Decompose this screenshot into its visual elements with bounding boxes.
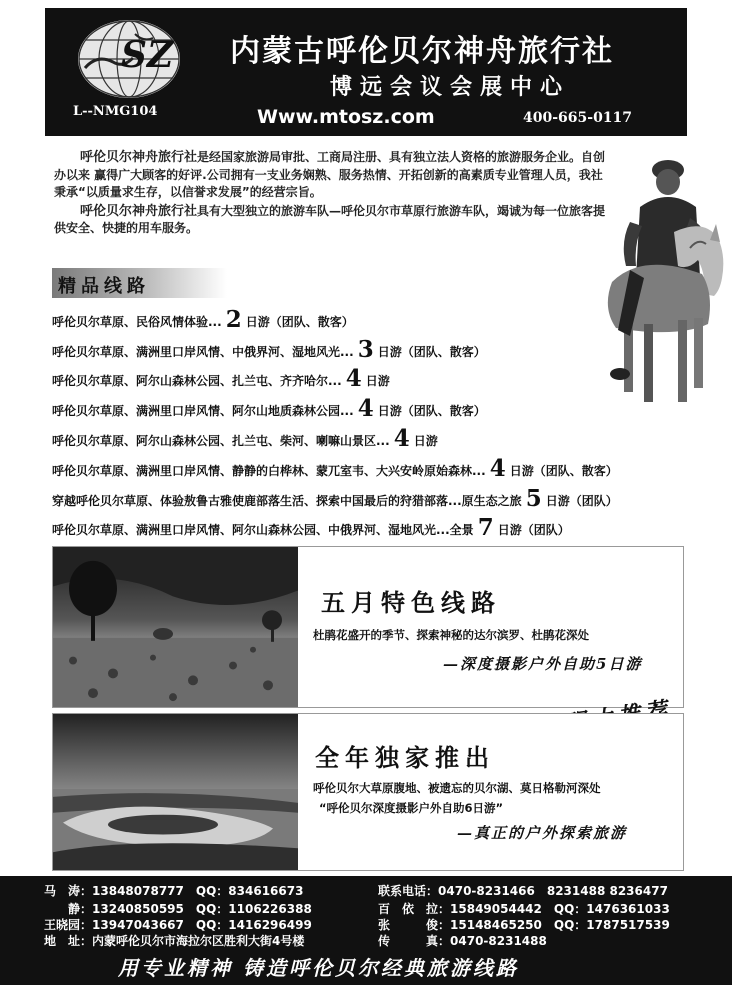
may-feature-title: 五月特色线路 (321, 588, 501, 617)
route-days: 4 (345, 365, 362, 393)
fax-row: 传 真：0470-8231488 (378, 934, 547, 948)
header-banner (45, 8, 687, 136)
section-title: 精品线路 (58, 276, 150, 297)
route-days: 4 (357, 395, 374, 423)
address-row: 地 址：内蒙呼伦贝尔市海拉尔区胜利大街4号楼 (44, 934, 305, 948)
contact-row-5: 张 俊：15148465250 QQ：1787517539 (378, 918, 670, 932)
route-item: 呼伦贝尔草原、阿尔山森林公园、扎兰屯、柴河、喇嘛山景区... 4 日游 (52, 424, 438, 452)
contact-row-4: 百 依 拉：15849054442 QQ：1476361033 (378, 902, 670, 916)
route-days: 2 (225, 305, 242, 333)
center-name: 博远会议会展中心 (330, 74, 571, 100)
website-link[interactable]: Www.mtosz.com (257, 106, 435, 128)
contact-row-1: 马 涛：13848078777 QQ：834616673 (44, 884, 304, 898)
route-item: 呼伦贝尔草原、阿尔山森林公园、扎兰屯、齐齐哈尔... 4 日游 (52, 365, 390, 393)
intro-text-1: 是经国家旅游局审批、工商局注册、具有独立法人资格的旅游服务企业。自创办以来 赢得广大顾客的好评.公司拥有一支业务娴熟、服务热情、开拓创新的高素质专业管理人员，我社秉承“以质量求生存，以信誉求发展”的经营宗旨。 (54, 150, 606, 199)
contact-footer (0, 876, 732, 985)
hotline-number: 400-665-0117 (523, 110, 633, 126)
yearround-feature-box (52, 713, 684, 871)
stormy-landscape-photo (53, 547, 298, 707)
intro-text-2: 具有大型独立的旅游车队—呼伦贝尔市草原行旅游车队，竭诚为每一位旅客提供安全、快捷的用车服务。 (54, 203, 606, 235)
intro-paragraph-2 (54, 203, 614, 238)
contact-row-3: 王晓园：13947043667 QQ：1416296499 (44, 918, 312, 932)
intro-paragraph-1 (54, 149, 614, 202)
route-item: 呼伦贝尔草原、满洲里口岸风情、阿尔山森林公园、中俄界河、湿地风光...全景 7 日游（团队） (52, 514, 570, 542)
route-days: 3 (357, 335, 374, 363)
route-item: 呼伦贝尔草原、满洲里口岸风情、阿尔山地质森林公园... 4 日游（团队、散客） (52, 395, 486, 423)
brand-name: 呼伦贝尔神舟旅行社 (80, 150, 198, 165)
route-days: 7 (477, 514, 494, 542)
section-banner (52, 268, 227, 298)
license-number: L--NMG104 (73, 104, 158, 119)
may-feature-desc: 杜鹃花盛开的季节、探索神秘的达尔滨罗、杜鹃花深处 (313, 628, 589, 642)
yearround-feature-desc: 呼伦贝尔大草原腹地、被遗忘的贝尔湖、莫日格勒河深处 (313, 781, 601, 795)
brand-name: 呼伦贝尔神舟旅行社 (80, 203, 198, 219)
agency-name: 内蒙古呼伦贝尔神舟旅行社 (230, 34, 614, 69)
river-landscape-photo (53, 714, 298, 870)
route-days: 4 (393, 424, 410, 452)
route-item: 穿越呼伦贝尔草原、体验敖鲁古雅使鹿部落生活、探索中国最后的狩猎部落...原生态之旅 5 日游（团队） (52, 484, 618, 512)
yearround-feature-quote: “呼伦贝尔深度摄影户外自助6日游” (319, 801, 504, 815)
company-intro (54, 149, 614, 239)
route-days: 4 (489, 454, 506, 482)
route-days: 5 (525, 484, 542, 512)
yearround-feature-sub: —真正的户外探索旅游 (457, 824, 628, 842)
logo-letters: SZ (121, 34, 174, 76)
footer-slogan: 用专业精神 铸造呼伦贝尔经典旅游线路 (118, 956, 519, 980)
may-feature-box (52, 546, 684, 708)
may-feature-sub: —深度摄影户外自助5日游 (443, 655, 643, 673)
route-list (52, 304, 722, 542)
tel-row: 联系电话：0470-8231466 8231488 8236477 (378, 884, 668, 898)
yearround-feature-title: 全年独家推出 (315, 743, 495, 772)
route-item: 呼伦贝尔草原、满洲里口岸风情、静静的白桦林、蒙兀室韦、大兴安岭原始森林... 4 日游（团队、散客） (52, 454, 618, 482)
contact-row-2: 静：13240850595 QQ：1106226388 (44, 902, 312, 916)
route-item: 呼伦贝尔草原、满洲里口岸风情、中俄界河、湿地风光... 3 日游（团队、散客） (52, 335, 486, 363)
route-item: 呼伦贝尔草原、民俗风情体验... 2 日游（团队、散客） (52, 305, 354, 333)
